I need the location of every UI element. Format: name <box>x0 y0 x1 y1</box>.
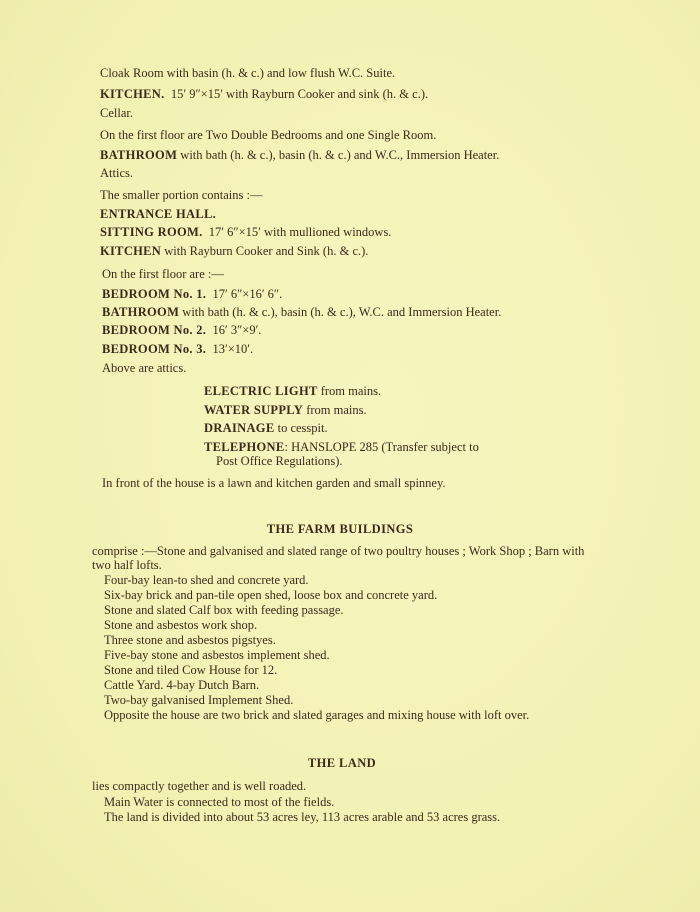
drainage-text: to cesspit. <box>277 421 328 435</box>
bedroom2-text: 16′ 3″×9′. <box>212 323 262 337</box>
drainage-line <box>204 421 328 436</box>
land-item: Main Water is connected to most of the fields. <box>104 795 335 809</box>
bedroom2-line <box>102 323 261 338</box>
kitchen-label: KITCHEN. <box>100 87 165 101</box>
telephone-label: TELEPHONE <box>204 440 285 454</box>
bedroom3-text: 13′×10′. <box>212 342 254 356</box>
farm-intro-line-1: comprise :—Stone and galvanised and slated range of two poultry houses ; Work Shop ; Barn with <box>92 544 585 558</box>
cloak-room-line: Cloak Room with basin (h. & c.) and low flush W.C. Suite. <box>100 66 396 80</box>
water-label: WATER SUPPLY <box>204 403 304 417</box>
bedroom1-line <box>102 287 282 302</box>
bathroom2-label: BATHROOM <box>102 305 180 319</box>
drainage-label: DRAINAGE <box>204 421 275 435</box>
farm-buildings-heading-text: THE FARM BUILDINGS <box>266 522 414 536</box>
land-heading-text: THE LAND <box>307 756 377 770</box>
kitchen2-line <box>100 244 368 259</box>
farm-item: Cattle Yard. 4-bay Dutch Barn. <box>104 678 260 692</box>
farm-item: Opposite the house are two brick and slated garages and mixing house with loft over. <box>104 708 530 722</box>
above-attics-line: Above are attics. <box>102 361 187 375</box>
farm-item: Three stone and asbestos pigstyes. <box>104 633 276 647</box>
bedroom1-label: BEDROOM No. 1. <box>102 287 207 301</box>
bathroom2-text: with bath (h. & c.), basin (h. & c.), W.C. and Immersion Heater. <box>182 305 502 319</box>
farm-item: Stone and asbestos work shop. <box>104 618 258 632</box>
smaller-portion-line: The smaller portion contains :— <box>100 188 263 202</box>
kitchen-text: 15′ 9″×15′ with Rayburn Cooker and sink (h. & c.). <box>170 87 429 101</box>
first-floor-2-line: On the first floor are :— <box>102 267 224 281</box>
farm-item: Four-bay lean-to shed and concrete yard. <box>104 573 309 587</box>
telephone-line-2: Post Office Regulations). <box>216 454 343 468</box>
farm-item: Stone and slated Calf box with feeding passage. <box>104 603 344 617</box>
sitting-room-label: SITTING ROOM. <box>100 225 203 239</box>
land-heading <box>0 756 700 771</box>
kitchen-line <box>100 87 428 102</box>
kitchen2-label: KITCHEN <box>100 244 162 258</box>
farm-intro-line-2: two half lofts. <box>92 558 162 572</box>
sitting-room-text: 17′ 6″×15′ with mullioned windows. <box>208 225 392 239</box>
farm-item: Stone and tiled Cow House for 12. <box>104 663 278 677</box>
attics-line: Attics. <box>100 166 133 180</box>
bathroom-text: with bath (h. & c.), basin (h. & c.) and W.C., Immersion Heater. <box>180 148 500 162</box>
land-item: The land is divided into about 53 acres ley, 113 acres arable and 53 acres grass. <box>104 810 501 824</box>
entrance-hall-line: ENTRANCE HALL. <box>100 207 217 221</box>
bedroom3-line <box>102 342 253 357</box>
front-note-line: In front of the house is a lawn and kitchen garden and small spinney. <box>102 476 446 490</box>
electric-text: from mains. <box>320 384 382 398</box>
farm-item: Six-bay brick and pan-tile open shed, loose box and concrete yard. <box>104 588 438 602</box>
water-text: from mains. <box>306 403 367 417</box>
cellar-line: Cellar. <box>100 106 133 120</box>
farm-item: Two-bay galvanised Implement Shed. <box>104 693 294 707</box>
farm-buildings-heading <box>0 522 700 537</box>
water-line <box>204 403 367 418</box>
bedroom2-label: BEDROOM No. 2. <box>102 323 207 337</box>
bedroom3-label: BEDROOM No. 3. <box>102 342 207 356</box>
telephone-text: : HANSLOPE 285 (Transfer subject to <box>284 440 479 454</box>
first-floor-line: On the first floor are Two Double Bedrooms and one Single Room. <box>100 128 437 142</box>
kitchen2-text: with Rayburn Cooker and Sink (h. & c.). <box>164 244 369 258</box>
telephone-line <box>204 440 479 455</box>
bathroom-line <box>100 148 499 163</box>
electric-label: ELECTRIC LIGHT <box>204 384 318 398</box>
sitting-room-line <box>100 225 391 240</box>
land-intro-line: lies compactly together and is well roaded. <box>92 779 307 793</box>
farm-item: Five-bay stone and asbestos implement shed. <box>104 648 330 662</box>
bathroom2-line <box>102 305 501 320</box>
electric-line <box>204 384 381 399</box>
bedroom1-text: 17′ 6″×16′ 6″. <box>212 287 283 301</box>
bathroom-label: BATHROOM <box>100 148 178 162</box>
